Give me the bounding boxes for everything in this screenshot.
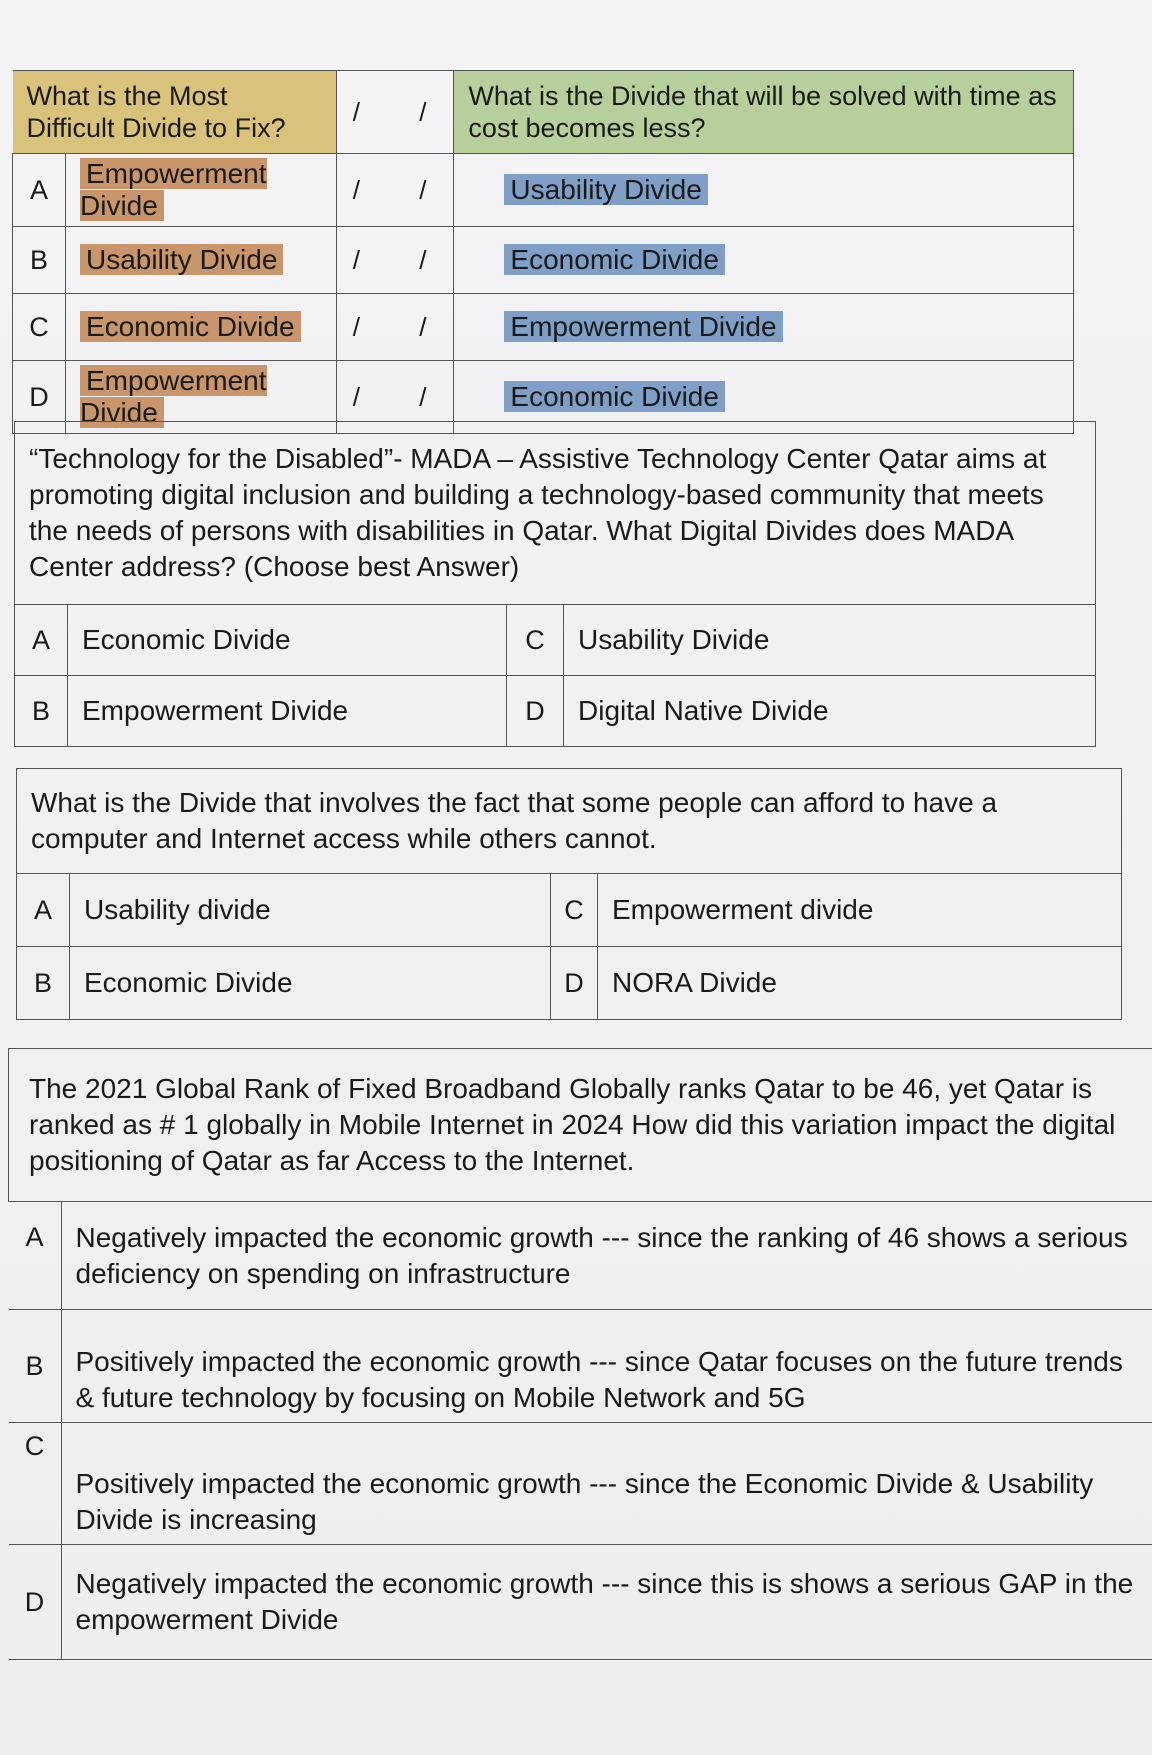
option-b-text[interactable]: Empowerment Divide [68, 676, 507, 747]
option-letter: B [17, 947, 70, 1020]
option-d-text[interactable]: Digital Native Divide [564, 676, 1096, 747]
option-right-text[interactable]: Economic Divide [504, 381, 725, 412]
slash-marks: / / [336, 227, 454, 294]
option-left-text[interactable]: Empowerment Divide [80, 365, 267, 428]
option-letter: D [551, 947, 598, 1020]
option-right-text[interactable]: Usability Divide [504, 174, 707, 205]
question-1-table [12, 70, 1074, 434]
option-letter: A [9, 1202, 62, 1310]
option-right-cell [454, 294, 1074, 361]
option-b-text[interactable]: Economic Divide [70, 947, 551, 1020]
option-left-text[interactable]: Empowerment Divide [80, 158, 267, 221]
option-a-text[interactable]: Usability divide [70, 874, 551, 947]
option-d-text[interactable]: Negatively impacted the economic growth --- since this is shows a serious GAP in the empowerment Divide [61, 1545, 1152, 1660]
question-4-text: The 2021 Global Rank of Fixed Broadband Globally ranks Qatar to be 46, yet Qatar is ranked as # 1 globally in Mobile Internet in 2024 How did this variation impact the digital positioning of Qatar as far Access to the Internet. [9, 1049, 1152, 1202]
option-letter: B [13, 227, 66, 294]
option-letter: A [13, 154, 66, 227]
option-right-text[interactable]: Economic Divide [504, 244, 725, 275]
table-row [15, 676, 1096, 747]
slash-marks: / / [336, 361, 454, 434]
option-left-text[interactable]: Economic Divide [80, 311, 301, 342]
question-3-text: What is the Divide that involves the fact that some people can afford to have a computer and Internet access while others cannot. [17, 769, 1122, 874]
question-3-row [17, 769, 1122, 874]
option-letter: D [13, 361, 66, 434]
option-left-cell [66, 154, 337, 227]
option-d-text[interactable]: NORA Divide [598, 947, 1122, 1020]
question-1-left-heading: What is the Most Difficult Divide to Fix? [13, 71, 337, 154]
slash-marks: / / [336, 71, 454, 154]
question-1-header-row [13, 71, 1074, 154]
question-3-table [16, 768, 1122, 1020]
option-left-text[interactable]: Usability Divide [80, 244, 283, 275]
option-letter: C [9, 1423, 62, 1545]
option-left-cell [66, 294, 337, 361]
question-1-right-heading: What is the Divide that will be solved with time as cost becomes less? [454, 71, 1074, 154]
question-4-table [8, 1048, 1152, 1660]
table-row [17, 947, 1122, 1020]
slash-marks: / / [336, 294, 454, 361]
table-row [15, 605, 1096, 676]
table-row [9, 1423, 1152, 1545]
option-right-cell [454, 227, 1074, 294]
option-letter: A [17, 874, 70, 947]
question-2-table [14, 421, 1096, 747]
question-2-row [15, 422, 1096, 605]
table-row [9, 1310, 1152, 1423]
table-row [13, 154, 1074, 227]
option-a-text[interactable]: Economic Divide [68, 605, 507, 676]
table-row [17, 874, 1122, 947]
option-letter: C [507, 605, 564, 676]
option-right-cell [454, 154, 1074, 227]
option-right-text[interactable]: Empowerment Divide [504, 311, 782, 342]
option-letter: B [9, 1310, 62, 1423]
option-letter: A [15, 605, 68, 676]
question-4-row [9, 1049, 1152, 1202]
option-c-text[interactable]: Usability Divide [564, 605, 1096, 676]
option-letter: D [507, 676, 564, 747]
option-letter: D [9, 1545, 62, 1660]
table-row [9, 1545, 1152, 1660]
option-letter: C [551, 874, 598, 947]
option-c-text[interactable]: Empowerment divide [598, 874, 1122, 947]
option-c-text[interactable]: Positively impacted the economic growth --- since the Economic Divide & Usability Divide is increasing [61, 1423, 1152, 1545]
option-a-text[interactable]: Negatively impacted the economic growth --- since the ranking of 46 shows a serious deficiency on spending on infrastructure [61, 1202, 1152, 1310]
option-letter: C [13, 294, 66, 361]
table-row [9, 1202, 1152, 1310]
table-row [13, 294, 1074, 361]
question-2-text: “Technology for the Disabled”- MADA – Assistive Technology Center Qatar aims at promoting digital inclusion and building a technology-based community that meets the needs of persons with disabilities in Qatar. What Digital Divides does MADA Center address? (Choose best Answer) [15, 422, 1096, 605]
table-row [13, 227, 1074, 294]
slash-marks: / / [336, 154, 454, 227]
option-letter: B [15, 676, 68, 747]
option-left-cell [66, 227, 337, 294]
option-b-text[interactable]: Positively impacted the economic growth --- since Qatar focuses on the future trends & future technology by focusing on Mobile Network and 5G [61, 1310, 1152, 1423]
